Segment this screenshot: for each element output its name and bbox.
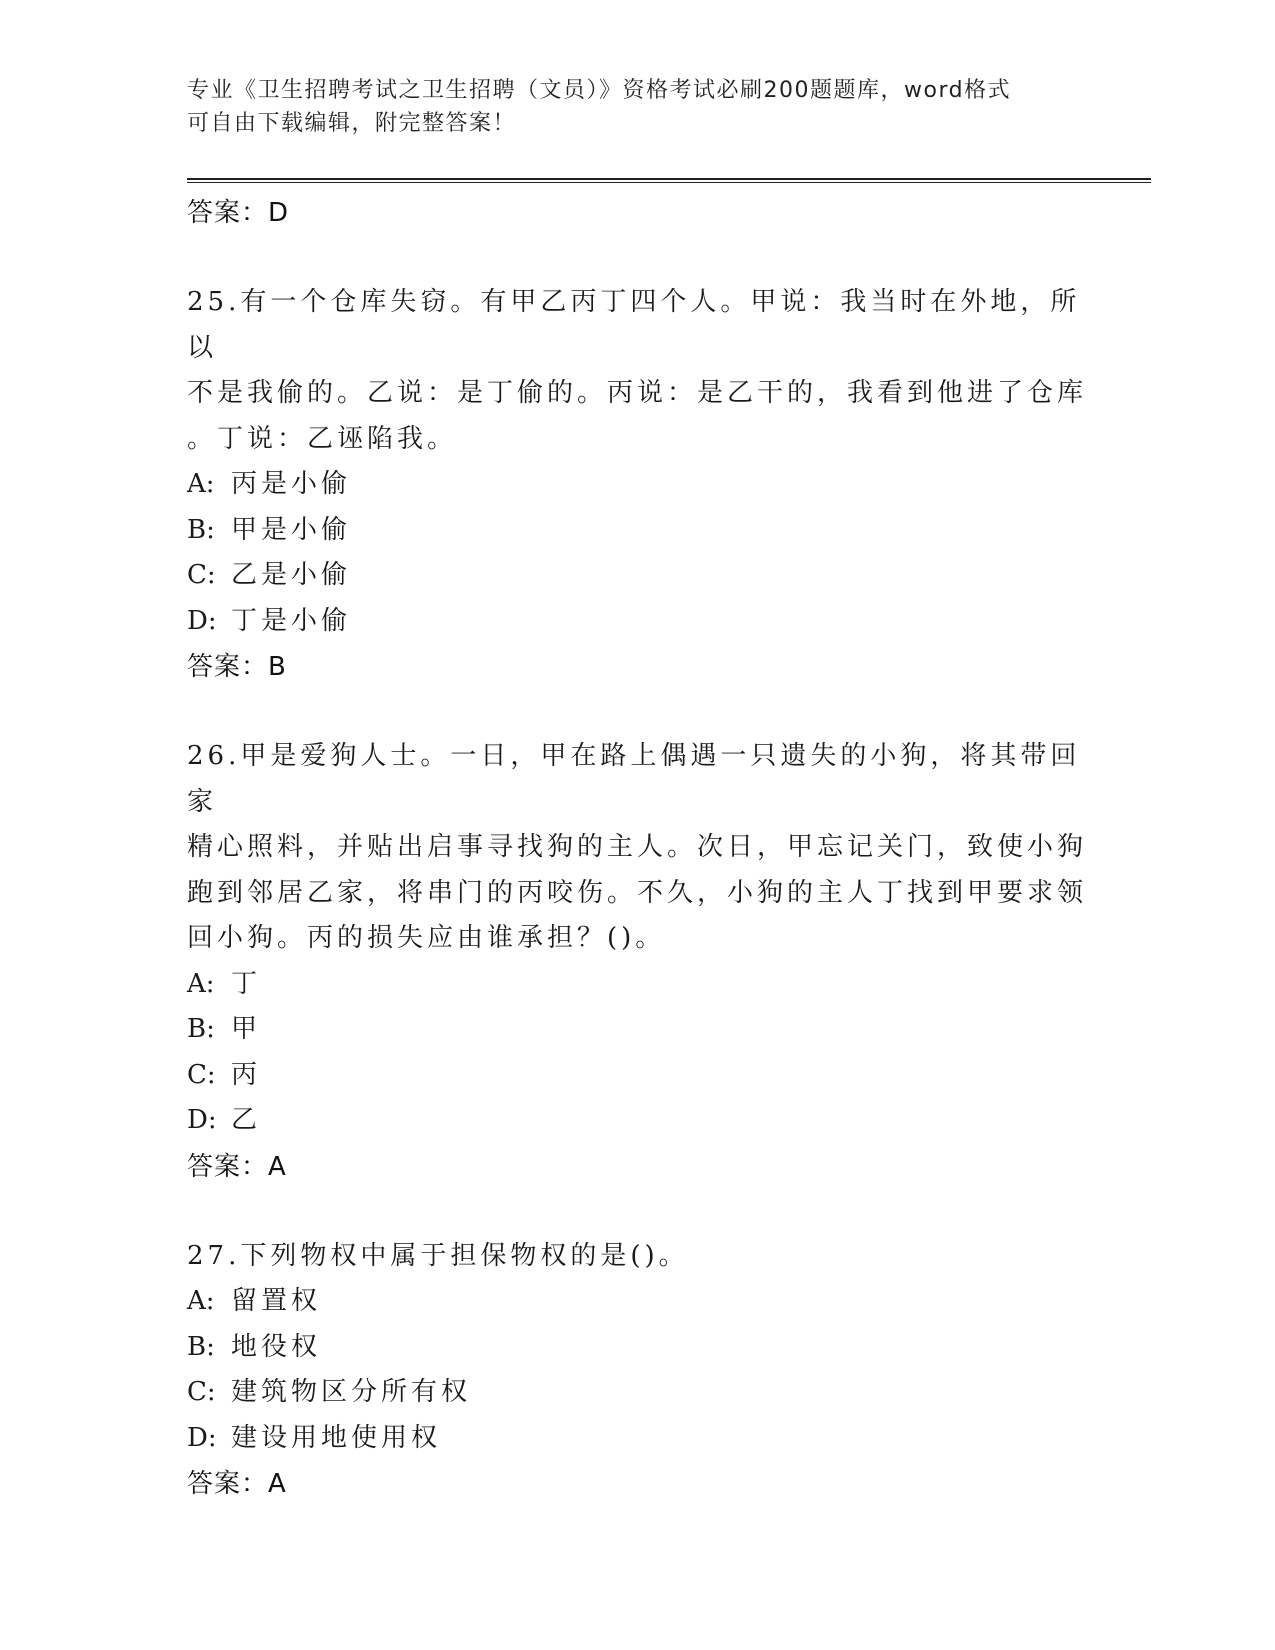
- option-b: [187, 508, 1087, 554]
- option-letter: A:: [187, 968, 215, 999]
- option-text: 留置权: [231, 1286, 322, 1316]
- option-text: 丙: [231, 1059, 262, 1090]
- question-number: 27.: [187, 1240, 241, 1271]
- option-letter: B:: [187, 514, 215, 545]
- option-text: 甲: [231, 1014, 262, 1044]
- header-title-line-2: 可自由下载编辑，附完整答案！: [187, 111, 517, 136]
- answer-label: 答案：: [187, 652, 269, 682]
- option-text: 丁: [231, 968, 262, 999]
- option-a: [187, 962, 1087, 1008]
- option-text: 建设用地使用权: [231, 1422, 442, 1453]
- document-body: [187, 190, 1087, 1507]
- option-text: 建筑物区分所有权: [231, 1377, 472, 1407]
- previous-answer: [187, 190, 1087, 236]
- stem-line: 下列物权中属于担保物权的是()。: [240, 1240, 689, 1271]
- answer-label: 答案：: [187, 198, 269, 228]
- option-letter: C:: [187, 1377, 216, 1407]
- option-a: [187, 462, 1087, 508]
- spacer: [187, 1190, 1087, 1234]
- stem-line: 跑到邻居乙家，将串门的丙咬伤。不久，小狗的主人丁找到甲要求领: [187, 877, 1088, 908]
- question-25: [187, 280, 1087, 690]
- option-c: [187, 1370, 1087, 1416]
- question-stem: [187, 280, 1087, 462]
- option-text: 丁是小偷: [231, 605, 352, 636]
- option-letter: D:: [187, 1105, 217, 1135]
- answer-label: 答案：: [187, 1469, 269, 1499]
- option-b: [187, 1007, 1087, 1053]
- option-text: 丙是小偷: [231, 469, 352, 499]
- option-letter: B:: [187, 1331, 215, 1362]
- question-answer: [187, 1461, 1087, 1507]
- option-text: 乙: [231, 1105, 262, 1135]
- stem-line: 精心照料，并贴出启事寻找狗的主人。次日，甲忘记关门，致使小狗: [187, 832, 1088, 862]
- option-text: 乙是小偷: [231, 560, 352, 590]
- document-header: [187, 74, 1067, 140]
- answer-label: 答案：: [187, 1151, 269, 1182]
- stem-line: 不是我偷的。乙说：是丁偷的。丙说：是乙干的，我看到他进了仓库: [187, 378, 1088, 408]
- option-a: [187, 1279, 1087, 1325]
- question-stem: [187, 734, 1087, 962]
- option-letter: C:: [187, 560, 216, 590]
- question-number: 26.: [187, 741, 241, 771]
- stem-line: 有一个仓库失窃。有甲乙丙丁四个人。甲说：我当时在外地，所以: [187, 287, 1081, 363]
- option-d: [187, 1416, 1087, 1462]
- option-letter: D:: [187, 1422, 217, 1453]
- answer-value: A: [268, 1469, 287, 1499]
- spacer: [187, 236, 1087, 280]
- question-stem: [187, 1234, 1087, 1280]
- option-letter: C:: [187, 1059, 216, 1090]
- option-text: 甲是小偷: [231, 514, 352, 545]
- spacer: [187, 690, 1087, 734]
- option-letter: A:: [187, 1286, 215, 1316]
- option-d: [187, 1098, 1087, 1144]
- option-letter: D:: [187, 605, 217, 636]
- question-27: [187, 1234, 1087, 1508]
- stem-line: 甲是爱狗人士。一日，甲在路上偶遇一只遗失的小狗，将其带回家: [187, 741, 1081, 817]
- question-number: 25.: [187, 287, 241, 317]
- question-answer: [187, 644, 1087, 690]
- option-letter: B:: [187, 1014, 215, 1044]
- question-26: [187, 734, 1087, 1190]
- answer-value: A: [268, 1151, 287, 1182]
- option-c: [187, 553, 1087, 599]
- option-d: [187, 599, 1087, 645]
- stem-line: 。丁说：乙诬陷我。: [187, 423, 458, 454]
- answer-value: D: [268, 198, 290, 228]
- option-letter: A:: [187, 469, 215, 499]
- stem-line: 回小狗。丙的损失应由谁承担？()。: [187, 923, 666, 953]
- header-title-line-1: 专业《卫生招聘考试之卫生招聘（文员）》资格考试必刷200题题库，word格式: [187, 78, 1012, 103]
- question-answer: [187, 1144, 1087, 1190]
- option-text: 地役权: [231, 1331, 322, 1362]
- option-c: [187, 1053, 1087, 1099]
- header-divider: [187, 178, 1151, 183]
- answer-value: B: [268, 652, 287, 682]
- option-b: [187, 1325, 1087, 1371]
